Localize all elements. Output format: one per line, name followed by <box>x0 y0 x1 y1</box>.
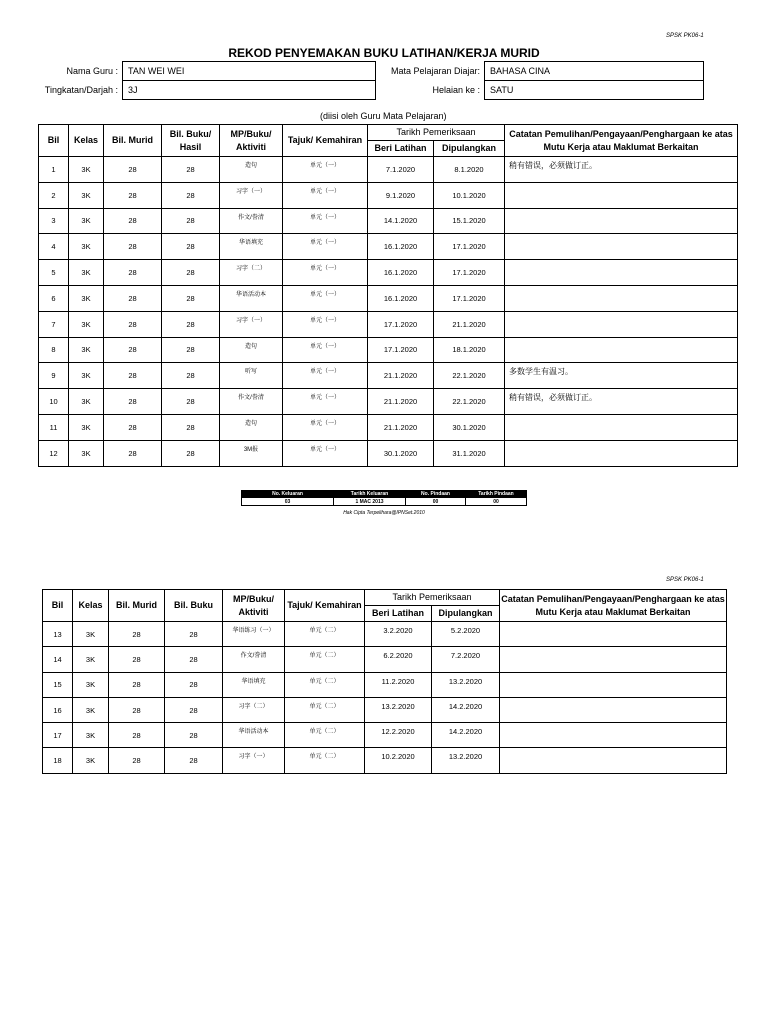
row-activity: 习字（一） <box>220 311 283 337</box>
row-class: 3K <box>69 157 104 183</box>
row-activity: 作文/誊清 <box>223 647 285 672</box>
row-student-count: 28 <box>104 234 162 260</box>
copyright: Hak Cipta Terpelihara@IPNSet.2010 <box>343 510 425 516</box>
release-info-table <box>241 490 527 506</box>
row-date-given: 21.1.2020 <box>368 414 434 440</box>
row-date-given: 21.1.2020 <box>368 363 434 389</box>
row-date-given: 13.2.2020 <box>365 697 432 722</box>
row-class: 3K <box>73 723 109 748</box>
row-activity: 造句 <box>220 414 283 440</box>
row-book-count: 28 <box>165 672 223 697</box>
row-date-returned: 31.1.2020 <box>434 440 505 466</box>
row-number: 2 <box>39 182 69 208</box>
row-date-given: 16.1.2020 <box>368 285 434 311</box>
row-date-returned: 30.1.2020 <box>434 414 505 440</box>
row-topic: 单元（一） <box>283 414 368 440</box>
table-row <box>39 285 738 311</box>
row-student-count: 28 <box>109 697 165 722</box>
row-date-returned: 21.1.2020 <box>434 311 505 337</box>
row-number: 13 <box>43 622 73 647</box>
row-activity: 造句 <box>220 157 283 183</box>
row-book-count: 28 <box>162 414 220 440</box>
row-class: 3K <box>69 440 104 466</box>
tingkatan-field[interactable]: 3J <box>122 80 376 100</box>
row-date-returned: 8.1.2020 <box>434 157 505 183</box>
header-bil-murid: Bil. Murid <box>109 590 165 622</box>
row-number: 18 <box>43 748 73 773</box>
helaian-label: Helaian ke : <box>432 85 480 95</box>
row-date-returned: 17.1.2020 <box>434 285 505 311</box>
row-topic: 单元（一） <box>283 208 368 234</box>
row-activity: 3M报 <box>220 440 283 466</box>
row-class: 3K <box>69 260 104 286</box>
table-row <box>39 363 738 389</box>
record-table-1 <box>38 124 738 467</box>
row-book-count: 28 <box>162 234 220 260</box>
row-date-returned: 14.2.2020 <box>432 697 500 722</box>
row-book-count: 28 <box>165 723 223 748</box>
row-number: 9 <box>39 363 69 389</box>
row-topic: 单元（一） <box>283 234 368 260</box>
table-row <box>39 337 738 363</box>
row-activity: 习字（一） <box>220 182 283 208</box>
tingkatan-label: Tingkatan/Darjah : <box>44 85 118 95</box>
header-mp-aktiviti: MP/Buku/ Aktiviti <box>220 125 283 157</box>
row-activity: 习字（二） <box>220 260 283 286</box>
row-student-count: 28 <box>104 285 162 311</box>
release-date: 1 MAC 2013 <box>334 498 406 506</box>
release-no: 03 <box>242 498 334 506</box>
row-remarks[interactable]: 稍有错误，必须做订正。 <box>505 389 738 415</box>
row-book-count: 28 <box>162 285 220 311</box>
row-date-given: 11.2.2020 <box>365 672 432 697</box>
release-no-header: No. Keluaran <box>242 491 334 498</box>
row-student-count: 28 <box>104 440 162 466</box>
row-student-count: 28 <box>104 337 162 363</box>
row-remarks[interactable] <box>500 697 727 722</box>
mata-pelajaran-field[interactable]: BAHASA CINA <box>484 61 704 81</box>
row-student-count: 28 <box>104 389 162 415</box>
row-date-given: 21.1.2020 <box>368 389 434 415</box>
table-row <box>39 208 738 234</box>
row-remarks[interactable] <box>505 440 738 466</box>
row-topic: 单元（一） <box>283 363 368 389</box>
row-book-count: 28 <box>162 182 220 208</box>
row-class: 3K <box>73 672 109 697</box>
row-remarks[interactable]: 稍有错误，必须做订正。 <box>505 157 738 183</box>
row-topic: 单元（一） <box>283 440 368 466</box>
row-date-given: 14.1.2020 <box>368 208 434 234</box>
row-number: 17 <box>43 723 73 748</box>
row-number: 10 <box>39 389 69 415</box>
row-date-returned: 22.1.2020 <box>434 363 505 389</box>
row-book-count: 28 <box>165 748 223 773</box>
row-student-count: 28 <box>104 414 162 440</box>
row-activity: 作文/誊清 <box>220 389 283 415</box>
row-date-given: 10.2.2020 <box>365 748 432 773</box>
row-book-count: 28 <box>162 440 220 466</box>
header-kelas: Kelas <box>69 125 104 157</box>
header-tajuk: Tajuk/ Kemahiran <box>283 125 368 157</box>
row-book-count: 28 <box>162 337 220 363</box>
table-row <box>39 182 738 208</box>
header-dipulangkan: Dipulangkan <box>434 141 505 157</box>
table-row <box>39 414 738 440</box>
header-bil: Bil <box>39 125 69 157</box>
row-book-count: 28 <box>162 208 220 234</box>
form-code: SPSK PK06-1 <box>666 33 704 39</box>
table-row <box>39 311 738 337</box>
row-class: 3K <box>69 234 104 260</box>
row-class: 3K <box>73 647 109 672</box>
row-book-count: 28 <box>162 260 220 286</box>
page2-form-code: SPSK PK06-1 <box>666 577 704 583</box>
row-book-count: 28 <box>162 363 220 389</box>
row-remarks[interactable]: 多数学生有温习。 <box>505 363 738 389</box>
row-date-given: 30.1.2020 <box>368 440 434 466</box>
row-remarks[interactable] <box>505 337 738 363</box>
row-date-returned: 22.1.2020 <box>434 389 505 415</box>
row-student-count: 28 <box>104 208 162 234</box>
row-date-given: 17.1.2020 <box>368 337 434 363</box>
row-remarks[interactable] <box>500 748 727 773</box>
row-date-returned: 7.2.2020 <box>432 647 500 672</box>
amend-date-header: Tarikh Pindaan <box>466 491 527 498</box>
table-row <box>39 260 738 286</box>
row-activity: 华语填充 <box>223 672 285 697</box>
row-activity: 作文/誊清 <box>220 208 283 234</box>
row-topic: 单元（二） <box>285 622 365 647</box>
row-number: 14 <box>43 647 73 672</box>
row-student-count: 28 <box>104 363 162 389</box>
row-class: 3K <box>69 182 104 208</box>
row-remarks[interactable] <box>505 311 738 337</box>
table-row <box>43 672 727 697</box>
row-topic: 单元（一） <box>283 389 368 415</box>
row-class: 3K <box>69 414 104 440</box>
row-date-returned: 10.1.2020 <box>434 182 505 208</box>
row-date-returned: 13.2.2020 <box>432 672 500 697</box>
row-class: 3K <box>73 697 109 722</box>
header-bil: Bil <box>43 590 73 622</box>
row-date-returned: 13.2.2020 <box>432 748 500 773</box>
row-topic: 单元（一） <box>283 157 368 183</box>
nama-guru-label: Nama Guru : <box>66 66 118 76</box>
table-row <box>43 622 727 647</box>
row-number: 5 <box>39 260 69 286</box>
nama-guru-field[interactable]: TAN WEI WEI <box>122 61 376 81</box>
row-class: 3K <box>69 311 104 337</box>
row-date-given: 6.2.2020 <box>365 647 432 672</box>
header-catatan: Catatan Pemulihan/Pengayaan/Penghargaan ke atas Mutu Kerja atau Maklumat Berkaitan <box>500 590 727 622</box>
row-topic: 单元（一） <box>283 311 368 337</box>
fill-note: (diisi oleh Guru Mata Pelajaran) <box>320 111 447 121</box>
amend-no: 00 <box>406 498 466 506</box>
row-date-given: 7.1.2020 <box>368 157 434 183</box>
row-remarks[interactable] <box>505 260 738 286</box>
row-remarks[interactable] <box>505 234 738 260</box>
row-number: 1 <box>39 157 69 183</box>
row-class: 3K <box>69 363 104 389</box>
row-number: 3 <box>39 208 69 234</box>
release-date-header: Tarikh Keluaran <box>334 491 406 498</box>
row-class: 3K <box>73 748 109 773</box>
table-row <box>43 697 727 722</box>
row-number: 6 <box>39 285 69 311</box>
row-number: 11 <box>39 414 69 440</box>
row-class: 3K <box>69 285 104 311</box>
header-mp-aktiviti: MP/Buku/ Aktiviti <box>223 590 285 622</box>
row-topic: 单元（一） <box>283 285 368 311</box>
row-student-count: 28 <box>104 157 162 183</box>
row-date-given: 16.1.2020 <box>368 234 434 260</box>
header-kelas: Kelas <box>73 590 109 622</box>
row-topic: 单元（二） <box>285 748 365 773</box>
row-student-count: 28 <box>109 723 165 748</box>
row-number: 12 <box>39 440 69 466</box>
row-book-count: 28 <box>162 311 220 337</box>
row-topic: 单元（一） <box>283 337 368 363</box>
row-remarks[interactable] <box>500 647 727 672</box>
header-beri-latihan: Beri Latihan <box>368 141 434 157</box>
row-date-given: 3.2.2020 <box>365 622 432 647</box>
row-class: 3K <box>69 208 104 234</box>
row-activity: 华语练习（一） <box>223 622 285 647</box>
header-catatan: Catatan Pemulihan/Pengayaan/Penghargaan ke atas Mutu Kerja atau Maklumat Berkaitan <box>505 125 738 157</box>
row-remarks[interactable] <box>500 723 727 748</box>
row-date-given: 12.2.2020 <box>365 723 432 748</box>
header-bil-murid: Bil. Murid <box>104 125 162 157</box>
row-activity: 造句 <box>220 337 283 363</box>
row-class: 3K <box>73 622 109 647</box>
row-remarks[interactable] <box>505 208 738 234</box>
mata-pelajaran-label: Mata Pelajaran Diajar: <box>390 66 480 76</box>
row-number: 7 <box>39 311 69 337</box>
row-activity: 华语活动本 <box>220 285 283 311</box>
table-row <box>39 157 738 183</box>
header-beri-latihan: Beri Latihan <box>365 606 432 622</box>
row-date-given: 9.1.2020 <box>368 182 434 208</box>
row-date-returned: 15.1.2020 <box>434 208 505 234</box>
header-tarikh: Tarikh Pemeriksaan <box>365 590 500 606</box>
header-bil-buku: Bil. Buku/ Hasil <box>162 125 220 157</box>
row-student-count: 28 <box>109 672 165 697</box>
row-date-returned: 14.2.2020 <box>432 723 500 748</box>
row-book-count: 28 <box>165 622 223 647</box>
row-number: 8 <box>39 337 69 363</box>
row-remarks[interactable] <box>505 414 738 440</box>
row-book-count: 28 <box>165 697 223 722</box>
row-remarks[interactable] <box>500 622 727 647</box>
row-student-count: 28 <box>109 748 165 773</box>
table-row <box>43 723 727 748</box>
row-activity: 华语填充 <box>220 234 283 260</box>
table-row <box>39 234 738 260</box>
row-remarks[interactable] <box>505 182 738 208</box>
table-row <box>39 389 738 415</box>
row-activity: 听写 <box>220 363 283 389</box>
row-number: 4 <box>39 234 69 260</box>
row-book-count: 28 <box>162 389 220 415</box>
row-date-given: 16.1.2020 <box>368 260 434 286</box>
page-title: REKOD PENYEMAKAN BUKU LATIHAN/KERJA MURID <box>228 46 540 60</box>
row-class: 3K <box>69 389 104 415</box>
row-topic: 单元（二） <box>285 723 365 748</box>
row-topic: 单元（二） <box>285 647 365 672</box>
row-student-count: 28 <box>109 647 165 672</box>
row-student-count: 28 <box>104 311 162 337</box>
row-date-given: 17.1.2020 <box>368 311 434 337</box>
row-date-returned: 18.1.2020 <box>434 337 505 363</box>
table-row <box>43 647 727 672</box>
row-topic: 单元（二） <box>285 672 365 697</box>
row-date-returned: 17.1.2020 <box>434 234 505 260</box>
amend-date: 00 <box>466 498 527 506</box>
row-activity: 习字（二） <box>223 697 285 722</box>
row-number: 15 <box>43 672 73 697</box>
amend-no-header: No. Pindaan <box>406 491 466 498</box>
row-book-count: 28 <box>162 157 220 183</box>
row-topic: 单元（二） <box>285 697 365 722</box>
header-tajuk: Tajuk/ Kemahiran <box>285 590 365 622</box>
row-student-count: 28 <box>104 182 162 208</box>
header-tarikh: Tarikh Pemeriksaan <box>368 125 505 141</box>
table-row <box>43 748 727 773</box>
row-class: 3K <box>69 337 104 363</box>
row-date-returned: 5.2.2020 <box>432 622 500 647</box>
row-number: 16 <box>43 697 73 722</box>
row-topic: 单元（一） <box>283 182 368 208</box>
row-activity: 华语活动本 <box>223 723 285 748</box>
row-book-count: 28 <box>165 647 223 672</box>
helaian-field[interactable]: SATU <box>484 80 704 100</box>
row-student-count: 28 <box>104 260 162 286</box>
row-activity: 习字（一） <box>223 748 285 773</box>
header-dipulangkan: Dipulangkan <box>432 606 500 622</box>
record-table-2 <box>42 589 727 774</box>
header-bil-buku: Bil. Buku <box>165 590 223 622</box>
row-remarks[interactable] <box>500 672 727 697</box>
row-student-count: 28 <box>109 622 165 647</box>
row-topic: 单元（一） <box>283 260 368 286</box>
table-row <box>39 440 738 466</box>
row-remarks[interactable] <box>505 285 738 311</box>
row-date-returned: 17.1.2020 <box>434 260 505 286</box>
